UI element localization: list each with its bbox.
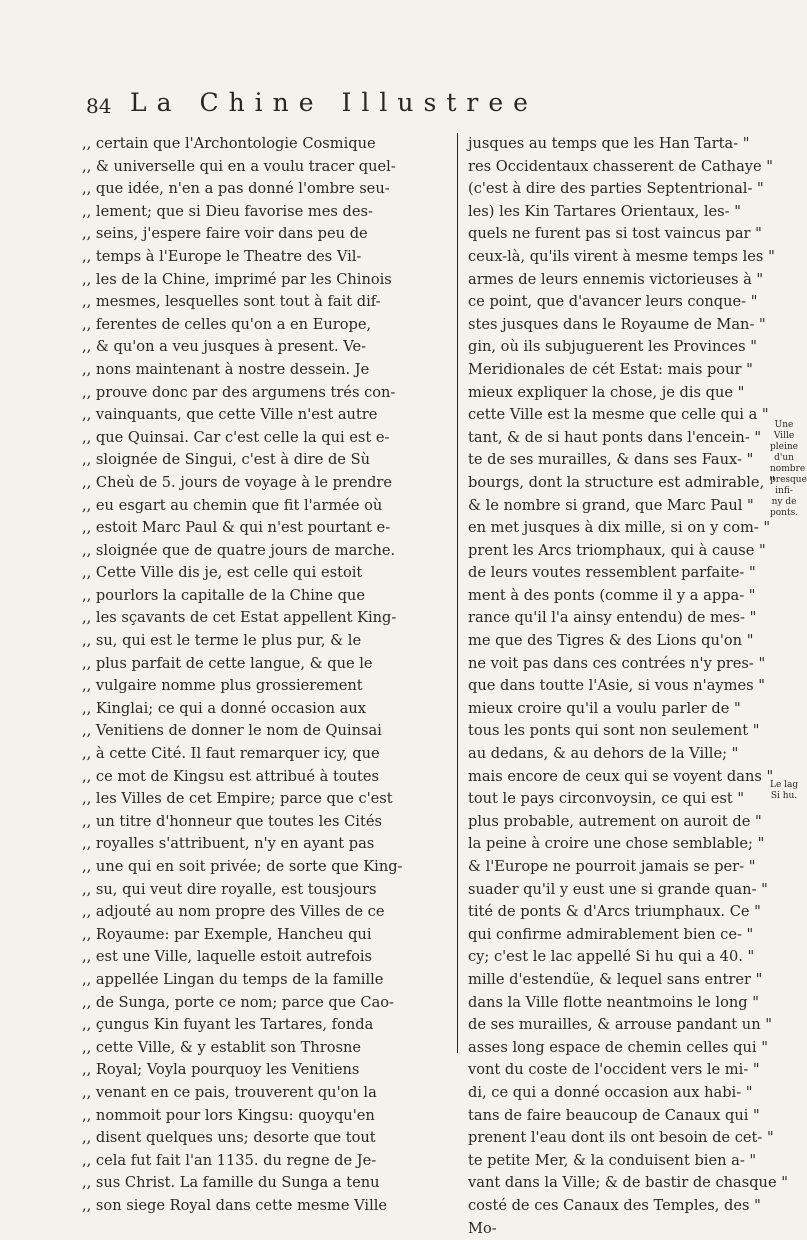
- text-line: cette Ville est la mesme que celle qui a ": [468, 404, 730, 427]
- text-line: en met jusques à dix mille, si on y com- ": [468, 517, 730, 540]
- text-line: ,, disent quelques uns; desorte que tout: [82, 1127, 449, 1150]
- text-line: bourgs, dont la structure est admirable, ": [468, 472, 730, 495]
- text-line: cy; c'est le lac appellé Si hu qui a 40. ": [468, 946, 730, 969]
- text-line: plus probable, autrement on auroit de ": [468, 811, 730, 834]
- text-line: ,, venant en ce pais, trouverent qu'on la: [82, 1082, 449, 1105]
- text-line: ,, çungus Kin fuyant les Tartares, fonda: [82, 1014, 449, 1037]
- text-line: ,, adjouté au nom propre des Villes de ce: [82, 901, 449, 924]
- text-line: ,, cela fut fait l'an 1135. du regne de Je-: [82, 1150, 449, 1173]
- margin-note: infi-: [770, 486, 798, 496]
- text-line: ,, estoit Marc Paul & qui n'est pourtant e-: [82, 517, 449, 540]
- text-line: ,, les de la Chine, imprimé par les Chinois: [82, 269, 449, 292]
- text-line: ,, sloignée de Singui, c'est à dire de Sù: [82, 449, 449, 472]
- text-line: que dans toutte l'Asie, si vous n'aymes ": [468, 675, 730, 698]
- text-line: ,, royalles s'attribuent, n'y en ayant pas: [82, 833, 449, 856]
- text-line: dans la Ville flotte neantmoins le long ": [468, 992, 730, 1015]
- text-line: ,, nommoit pour lors Kingsu: quoyqu'en: [82, 1105, 449, 1128]
- text-line: ,, plus parfait de cette langue, & que le: [82, 653, 449, 676]
- margin-note: ponts.: [770, 508, 798, 518]
- text-line: ,, su, qui est le terme le plus pur, & le: [82, 630, 449, 653]
- text-line: ,, vainquants, que cette Ville n'est autre: [82, 404, 449, 427]
- text-line: ,, & qu'on a veu jusques à present. Ve-: [82, 336, 449, 359]
- text-line: ,, ferentes de celles qu'on a en Europe,: [82, 314, 449, 337]
- text-line: vont du coste de l'occident vers le mi- ": [468, 1059, 730, 1082]
- text-line: ,, vulgaire nomme plus grossierement: [82, 675, 449, 698]
- text-line: prenent l'eau dont ils ont besoin de cet- ": [468, 1127, 730, 1150]
- page-header: [0, 88, 800, 124]
- text-line: les) les Kin Tartares Orientaux, les- ": [468, 201, 730, 224]
- text-line: jusques au temps que les Han Tarta- ": [468, 133, 730, 156]
- text-line: ,, les sçavants de cet Estat appellent King-: [82, 607, 449, 630]
- text-line: Meridionales de cét Estat: mais pour ": [468, 359, 730, 382]
- text-line: ,, Cette Ville dis je, est celle qui estoit: [82, 562, 449, 585]
- text-line: vant dans la Ville; & de bastir de chasque ": [468, 1172, 730, 1195]
- text-line: tité de ponts & d'Arcs triumphaux. Ce ": [468, 901, 730, 924]
- text-line: ,, que idée, n'en a pas donné l'ombre seu-: [82, 178, 449, 201]
- text-line: tout le pays circonvoysin, ce qui est ": [468, 788, 730, 811]
- text-line: ,, certain que l'Archontologie Cosmique: [82, 133, 449, 156]
- text-line: te de ses murailles, & dans ses Faux- ": [468, 449, 730, 472]
- text-line: ,, cette Ville, & y establit son Throsne: [82, 1037, 449, 1060]
- text-line: te petite Mer, & la conduisent bien a- ": [468, 1150, 730, 1173]
- text-line: (c'est à dire des parties Septentrional- ": [468, 178, 730, 201]
- text-line: ,, prouve donc par des argumens trés con-: [82, 382, 449, 405]
- text-line: ce point, que d'avancer leurs conque- ": [468, 291, 730, 314]
- text-line: ,, Cheù de 5. jours de voyage à le prendre: [82, 472, 449, 495]
- right-column: [457, 133, 730, 1053]
- text-line: ,, Royal; Voyla pourquoy les Venitiens: [82, 1059, 449, 1082]
- text-line: ,, Kinglai; ce qui a donné occasion aux: [82, 698, 449, 721]
- text-line: ,, Venitiens de donner le nom de Quinsai: [82, 720, 449, 743]
- text-line: ,, à cette Cité. Il faut remarquer icy, que: [82, 743, 449, 766]
- text-line: tant, & de si haut ponts dans l'encein- ": [468, 427, 730, 450]
- text-line: ,, les Villes de cet Empire; parce que c'est: [82, 788, 449, 811]
- margin-note: Si hu.: [770, 791, 798, 801]
- text-line: ,, seins, j'espere faire voir dans peu de: [82, 223, 449, 246]
- page-number: 84: [86, 94, 111, 118]
- text-line: ne voit pas dans ces contrées n'y pres- ": [468, 653, 730, 676]
- text-line: ,, un titre d'honneur que toutes les Cités: [82, 811, 449, 834]
- text-line: res Occidentaux chasserent de Cathaye ": [468, 156, 730, 179]
- text-line: stes jusques dans le Royaume de Man- ": [468, 314, 730, 337]
- running-title: La Chine Illustree: [130, 88, 770, 117]
- text-line: ,, est une Ville, laquelle estoit autrefois: [82, 946, 449, 969]
- text-line: mieux expliquer la chose, je dis que ": [468, 382, 730, 405]
- text-line: prent les Arcs triomphaux, qui à cause ": [468, 540, 730, 563]
- text-line: mieux croire qu'il a voulu parler de ": [468, 698, 730, 721]
- text-line: mais encore de ceux qui se voyent dans ": [468, 766, 730, 789]
- text-line: ,, de Sunga, porte ce nom; parce que Cao-: [82, 992, 449, 1015]
- text-line: ,, que Quinsai. Car c'est celle la qui est e-: [82, 427, 449, 450]
- margin-note: d'un: [770, 453, 798, 463]
- margin-note: ny de: [770, 497, 798, 507]
- text-line: suader qu'il y eust une si grande quan- ": [468, 879, 730, 902]
- text-line: tous les ponts qui sont non seulement ": [468, 720, 730, 743]
- text-line: ,, appellée Lingan du temps de la famille: [82, 969, 449, 992]
- text-line: ment à des ponts (comme il y a appa- ": [468, 585, 730, 608]
- text-line: la peine à croire une chose semblable; ": [468, 833, 730, 856]
- text-line: au dedans, & au dehors de la Ville; ": [468, 743, 730, 766]
- text-line: di, ce qui a donné occasion aux habi- ": [468, 1082, 730, 1105]
- text-line: ,, lement; que si Dieu favorise mes des-: [82, 201, 449, 224]
- text-line: ,, temps à l'Europe le Theatre des Vil-: [82, 246, 449, 269]
- text-line: quels ne furent pas si tost vaincus par ": [468, 223, 730, 246]
- text-line: ,, sloignée que de quatre jours de marche.: [82, 540, 449, 563]
- text-line: ,, eu esgart au chemin que fit l'armée où: [82, 495, 449, 518]
- text-line: ,, son siege Royal dans cette mesme Ville: [82, 1195, 449, 1218]
- text-line: tans de faire beaucoup de Canaux qui ": [468, 1105, 730, 1128]
- text-line: & le nombre si grand, que Marc Paul ": [468, 495, 730, 518]
- text-line: asses long espace de chemin celles qui ": [468, 1037, 730, 1060]
- text-line: de leurs voutes ressemblent parfaite- ": [468, 562, 730, 585]
- text-line: ,, nons maintenant à nostre dessein. Je: [82, 359, 449, 382]
- margin-note: Une: [770, 420, 798, 430]
- text-line: de ses murailles, & arrouse pandant un ": [468, 1014, 730, 1037]
- text-line: rance qu'il l'a ainsy entendu) de mes- ": [468, 607, 730, 630]
- text-line: costé de ces Canaux des Temples, des ": [468, 1195, 730, 1218]
- text-line: ,, ce mot de Kingsu est attribué à toutes: [82, 766, 449, 789]
- text-line: Mo-: [468, 1218, 730, 1240]
- text-line: qui confirme admirablement bien ce- ": [468, 924, 730, 947]
- text-line: armes de leurs ennemis victorieuses à ": [468, 269, 730, 292]
- text-line: & l'Europe ne pourroit jamais se per- ": [468, 856, 730, 879]
- margin-note: Le lag: [770, 780, 798, 790]
- text-line: ,, su, qui veut dire royalle, est tousjours: [82, 879, 449, 902]
- margin-note: presque: [770, 475, 798, 485]
- left-column: [82, 133, 449, 1218]
- margin-note: nombre: [770, 464, 798, 474]
- text-line: mille d'estendüe, & lequel sans entrer ": [468, 969, 730, 992]
- text-line: ,, Royaume: par Exemple, Hancheu qui: [82, 924, 449, 947]
- text-line: ,, sus Christ. La famille du Sunga a tenu: [82, 1172, 449, 1195]
- margin-note: Ville: [770, 431, 798, 441]
- text-line: ,, pourlors la capitalle de la Chine que: [82, 585, 449, 608]
- text-line: gin, où ils subjuguerent les Provinces ": [468, 336, 730, 359]
- text-line: ,, & universelle qui en a voulu tracer quel-: [82, 156, 449, 179]
- text-line: ceux-là, qu'ils virent à mesme temps les ": [468, 246, 730, 269]
- margin-note: pleine: [770, 442, 798, 452]
- text-line: me que des Tigres & des Lions qu'on ": [468, 630, 730, 653]
- text-line: ,, une qui en soit privée; de sorte que King-: [82, 856, 449, 879]
- text-line: ,, mesmes, lesquelles sont tout à fait dif-: [82, 291, 449, 314]
- margin-notes: [770, 420, 798, 801]
